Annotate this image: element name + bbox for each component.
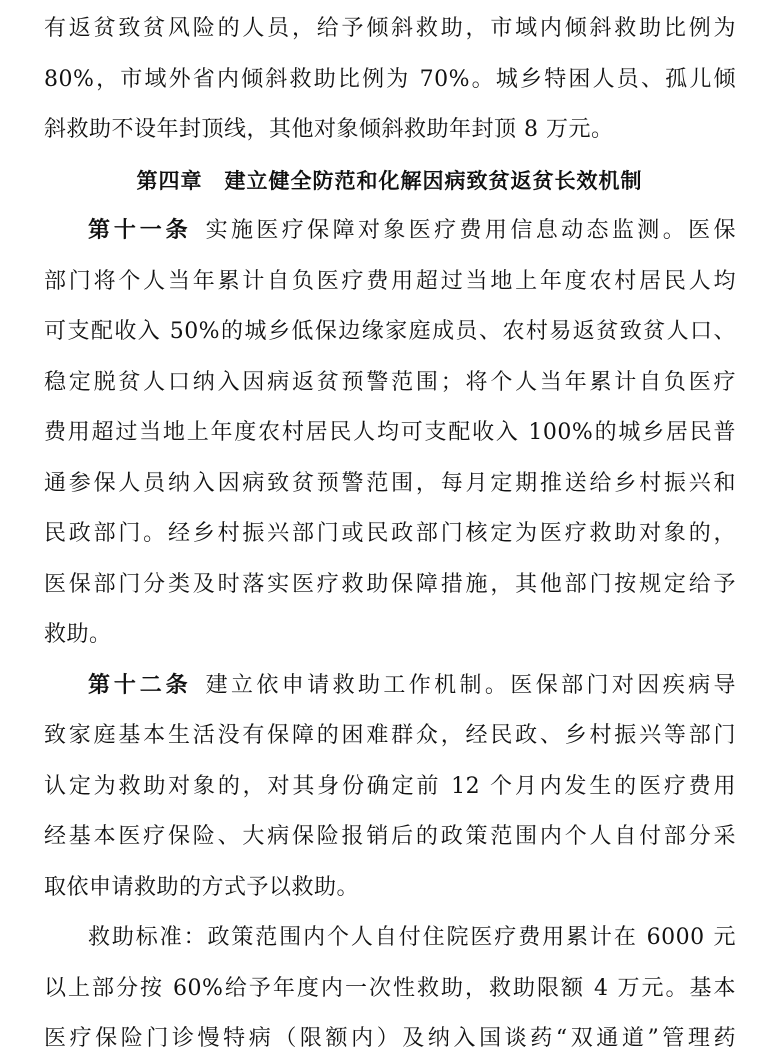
paragraph-line: 通参保人员纳入因病致贫预警范围，每月定期推送给乡村振兴和 (44, 470, 736, 496)
article-11-label: 第十一条 (88, 218, 192, 243)
paragraph-line: 稳定脱贫人口纳入因病返贫预警范围；将个人当年累计自负医疗 (44, 369, 736, 395)
paragraph-line: 救助标准：政策范围内个人自付住院医疗费用累计在 6000 元 (88, 925, 736, 950)
paragraph-line: 以上部分按 60%给予年度内一次性救助，救助限额 4 万元。基本 (44, 975, 736, 1001)
paragraph-line: 部门将个人当年累计自负医疗费用超过当地上年度农村居民人均 (44, 268, 736, 294)
paragraph-line: 医疗保险门诊慢特病（限额内）及纳入国谈药“双通道”管理药 (44, 1026, 736, 1051)
paragraph-line: 有返贫致贫风险的人员，给予倾斜救助，市域内倾斜救助比例为 (44, 16, 736, 41)
article-11-first-line (88, 216, 736, 246)
article-12-label: 第十二条 (88, 672, 192, 698)
paragraph-line: 费用超过当地上年度农村居民人均可支配收入 100%的城乡居民普 (44, 420, 736, 445)
paragraph-line: 救助。 (44, 622, 112, 647)
article-12-first-line (88, 671, 736, 701)
paragraph-line: 斜救助不设年封顶线，其他对象倾斜救助年封顶 8 万元。 (44, 117, 614, 142)
paragraph-line: 建立依申请救助工作机制。医保部门对因疾病导 (205, 672, 736, 698)
paragraph-line: 80%，市域外省内倾斜救助比例为 70%。城乡特困人员、孤儿倾 (44, 66, 736, 92)
paragraph-line: 民政部门。经乡村振兴部门或民政部门核定为医疗救助对象的， (44, 521, 736, 546)
paragraph-line: 取依申请救助的方式予以救助。 (44, 874, 360, 900)
paragraph-line: 实施医疗保障对象医疗费用信息动态监测。医保 (205, 218, 736, 243)
paragraph-line: 认定为救助对象的，对其身份确定前 12 个月内发生的医疗费用 (44, 773, 736, 799)
paragraph-line: 医保部门分类及时落实医疗救助保障措施，其他部门按规定给予 (44, 571, 736, 597)
chapter-heading: 第四章 建立健全防范和化解因病致贫返贫长效机制 (136, 168, 643, 193)
paragraph-line: 经基本医疗保险、大病保险报销后的政策范围内个人自付部分采 (44, 824, 736, 849)
paragraph-line: 可支配收入 50%的城乡低保边缘家庭成员、农村易返贫致贫人口、 (44, 319, 736, 344)
paragraph-line: 致家庭基本生活没有保障的困难群众，经民政、乡村振兴等部门 (44, 723, 736, 748)
